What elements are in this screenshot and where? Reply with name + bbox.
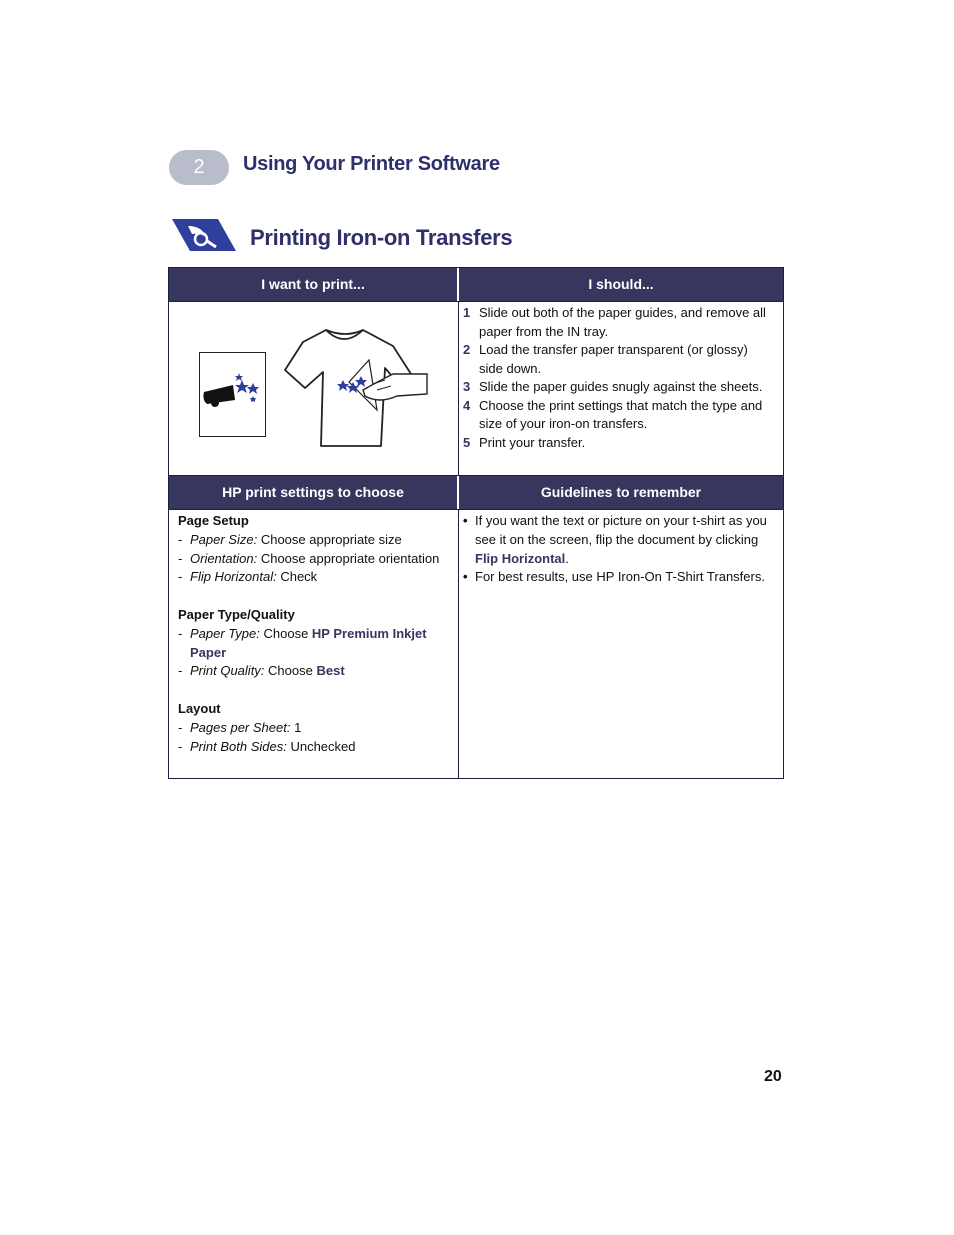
step-text: Load the transfer paper transparent (or glossy) side down. bbox=[479, 342, 748, 376]
settings-group-heading: Page Setup bbox=[178, 513, 249, 528]
page-number: 20 bbox=[764, 1068, 782, 1085]
setting-value: Choose bbox=[263, 625, 309, 641]
setting-highlight: Best bbox=[316, 663, 345, 679]
table-row bbox=[169, 301, 783, 476]
setting-value: Unchecked bbox=[290, 738, 356, 754]
guideline-text: If you want the text or picture on your t-shirt as you see it on the screen, flip the document by clicking bbox=[475, 513, 767, 547]
step-text: Choose the print settings that match the type and size of your iron-on transfers. bbox=[479, 397, 763, 431]
step-text: Slide the paper guides snugly against the sheets. bbox=[479, 379, 763, 394]
header-guidelines: Guidelines to remember bbox=[540, 484, 702, 500]
step-number: 4 bbox=[463, 397, 471, 413]
steps-list bbox=[459, 302, 783, 452]
t-shirt-icon bbox=[281, 324, 431, 456]
setting-label: Flip Horizontal: bbox=[190, 569, 277, 585]
list-item bbox=[463, 341, 775, 378]
settings-group-heading: Paper Type/Quality bbox=[178, 606, 295, 622]
guideline-end: . bbox=[565, 550, 569, 566]
table-header-row bbox=[169, 268, 783, 301]
header-print-settings: HP print settings to choose bbox=[169, 476, 459, 509]
setting-line: - Flip Horizontal: Check bbox=[178, 569, 318, 585]
setting-label: Print Quality: bbox=[190, 663, 265, 679]
setting-highlight: HP Premium Inkjet bbox=[311, 625, 427, 641]
setting-value: Choose bbox=[268, 663, 313, 679]
setting-label: Paper Size: bbox=[190, 531, 258, 547]
header-i-should: I should... bbox=[588, 276, 654, 292]
chapter-number-badge: 2 bbox=[169, 150, 229, 185]
settings-group-heading: Layout bbox=[178, 700, 221, 716]
illustration-cell bbox=[169, 302, 459, 475]
setting-line: - Orientation: Choose appropriate orientation bbox=[178, 550, 440, 566]
hp-iron-on-logo-icon bbox=[172, 217, 236, 251]
setting-label: Print Both Sides: bbox=[190, 738, 287, 754]
setting-value: Choose appropriate orientation bbox=[260, 550, 440, 566]
settings-cell bbox=[169, 510, 459, 778]
step-number: 5 bbox=[463, 434, 471, 450]
step-number: 1 bbox=[463, 305, 471, 320]
transfer-sheet-icon bbox=[199, 352, 267, 438]
guidelines-cell bbox=[459, 510, 783, 778]
list-item bbox=[463, 397, 775, 434]
table-header-row bbox=[169, 476, 783, 509]
chapter-title: Using Your Printer Software bbox=[243, 153, 500, 175]
setting-label: Paper Type: bbox=[190, 625, 260, 641]
steps-cell bbox=[459, 302, 783, 475]
list-item bbox=[463, 378, 775, 397]
section-title: Printing Iron-on Transfers bbox=[250, 225, 513, 250]
list-item bbox=[463, 304, 775, 341]
step-number: 3 bbox=[463, 379, 471, 394]
setting-label: Pages per Sheet: bbox=[190, 719, 291, 735]
setting-highlight: Paper bbox=[190, 644, 227, 660]
table-row bbox=[169, 509, 783, 778]
header-i-want-to-print: I want to print... bbox=[169, 268, 459, 301]
setting-label: Orientation: bbox=[190, 550, 258, 566]
step-text: Slide out both of the paper guides, and remove all paper from the IN tray. bbox=[479, 305, 766, 339]
list-item: • For best results, use HP Iron-On T-Shirt Transfers. bbox=[463, 568, 775, 587]
setting-value: Choose appropriate size bbox=[260, 531, 402, 547]
setting-value: Check bbox=[280, 569, 318, 585]
setting-line: - Paper Size: Choose appropriate size bbox=[178, 531, 402, 547]
list-item: • If you want the text or picture on your t-shirt as you see it on the screen, flip the document by clicking Flip Horizontal. bbox=[463, 513, 767, 566]
setting-line: - Print Quality: Choose Best bbox=[178, 663, 345, 679]
setting-line: - Print Both Sides: Unchecked bbox=[178, 738, 356, 754]
guideline-text: For best results, use HP Iron-On T-Shirt Transfers. bbox=[475, 569, 765, 585]
list-item bbox=[463, 434, 775, 453]
step-number: 2 bbox=[463, 342, 471, 357]
setting-value: 1 bbox=[294, 719, 302, 735]
guideline-highlight: Flip Horizontal bbox=[475, 550, 566, 566]
setting-line: - Pages per Sheet: 1 bbox=[178, 719, 302, 735]
setting-line: - Paper Type: Choose HP Premium Inkjet Paper bbox=[178, 625, 427, 660]
step-text: Print your transfer. bbox=[479, 434, 586, 450]
iron-on-table bbox=[168, 267, 784, 779]
